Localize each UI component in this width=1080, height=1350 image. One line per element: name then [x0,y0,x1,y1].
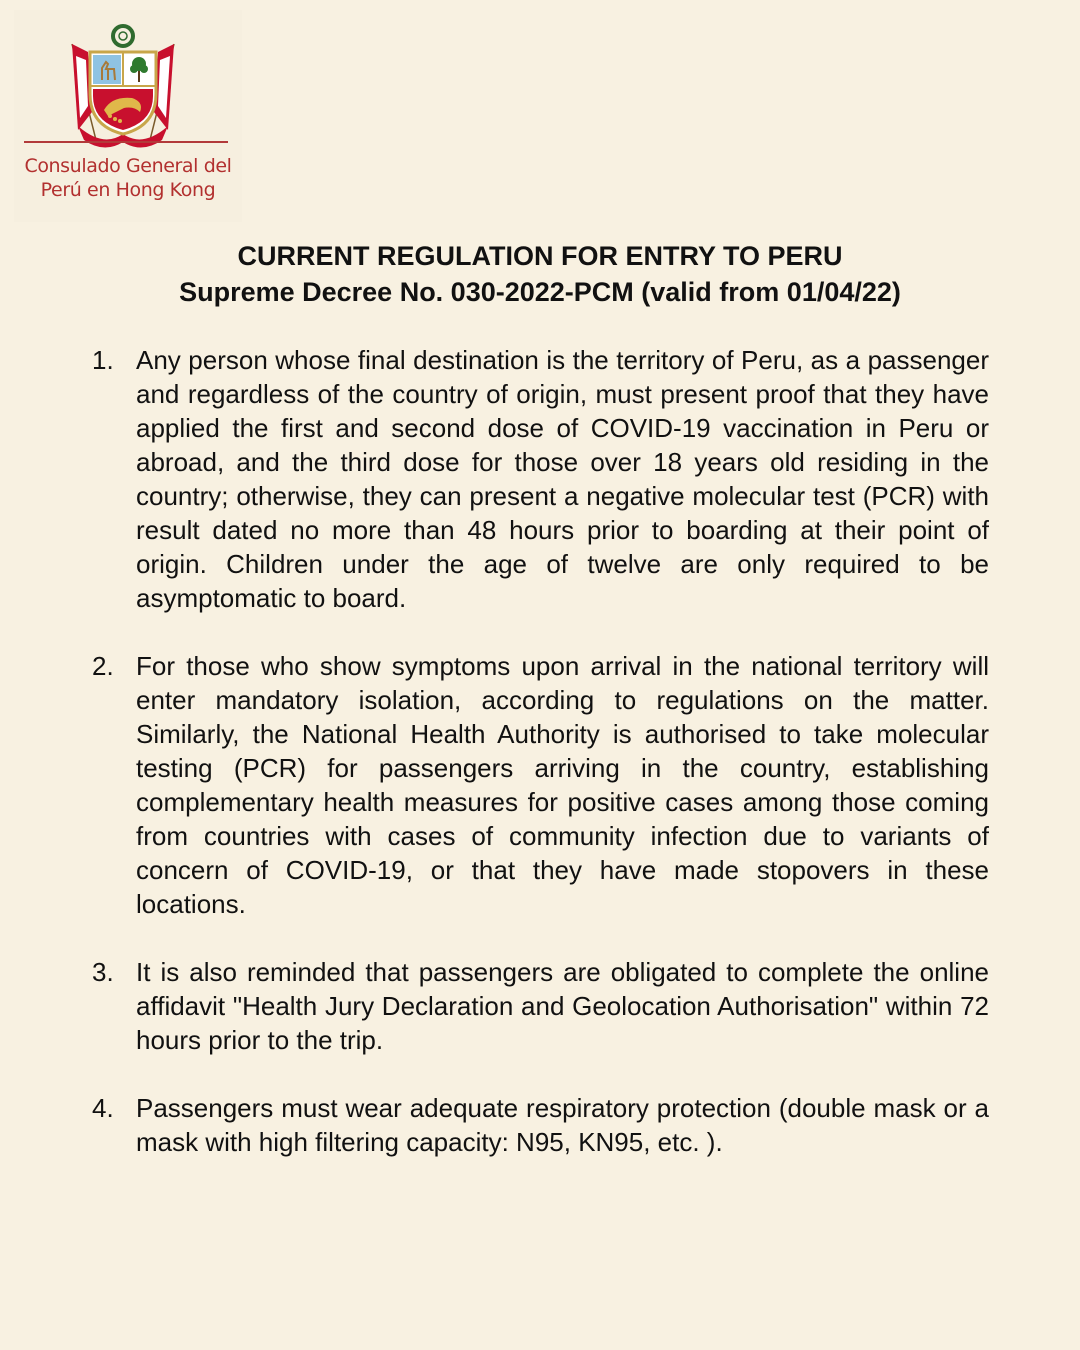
consulate-name-line1: Consulado General del [24,155,232,177]
list-item-text: For those who show symptoms upon arrival in the national territory will enter mandatory isolation, according to regulations on the matter. Similarly, the National Health Authority is authorised to take molecular testing (PCR) for passengers arriving in the country, establishing complementary health measures for positive cases among those coming from countries with cases of community infection due to variants of concern of COVID-19, or that they have made stopovers in these locations. [136,651,989,919]
title-line2: Supreme Decree No. 030-2022-PCM (valid from 01/04/22) [179,277,901,307]
list-item-number: 3. [92,957,114,987]
coat-of-arms-icon [58,22,188,150]
list-item-text: It is also reminded that passengers are obligated to complete the online affidavit "Health Jury Declaration and Geolocation Authorisation" within 72 hours prior to the trip. [136,957,989,1055]
list-item [92,649,989,921]
consulate-logo [14,10,242,222]
logo-divider [24,141,228,143]
list-item-number: 4. [92,1093,114,1123]
consulate-name [14,154,242,202]
page-title [0,238,1080,310]
list-item-text: Passengers must wear adequate respiratory protection (double mask or a mask with high filtering capacity: N95, KN95, etc. ). [136,1093,989,1157]
list-item [92,955,989,1057]
list-item-number: 2. [92,651,114,681]
title-line1: CURRENT REGULATION FOR ENTRY TO PERU [237,241,843,271]
regulation-list [92,343,989,1193]
list-item [92,1091,989,1159]
consulate-name-line2: Perú en Hong Kong [40,179,216,201]
list-item-number: 1. [92,345,114,375]
list-item-text: Any person whose final destination is the territory of Peru, as a passenger and regardless of the country of origin, must present proof that they have applied the first and second dose of COVID-19 vaccination in Peru or abroad, and the third dose for those over 18 years old residing in the country; otherwise, they can present a negative molecular test (PCR) with result dated no more than 48 hours prior to boarding at their point of origin. Children under the age of twelve are only required to be asymptomatic to board. [136,345,989,613]
list-item [92,343,989,615]
